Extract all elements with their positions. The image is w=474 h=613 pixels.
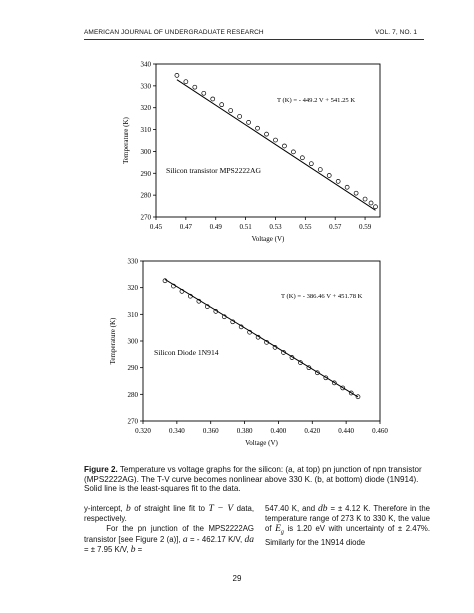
y-tick-label: 280 (127, 390, 138, 399)
y-tick-label: 270 (140, 213, 151, 222)
text-run: = ± 4.12 K. Therefore in the temperature range of 273 K to 330 K, the value of (265, 504, 430, 534)
data-point (193, 85, 197, 89)
caption-text: Temperature vs voltage graphs for the silicon: (a, at top) pn junction of npn transistor (MPS2222AG). The T-V curve becomes nonlinear above 330 K. (b, at bottom) diode (1N914). Solid line is the least-squares fit to the data. (84, 465, 422, 494)
x-tick-label: 0.400 (270, 427, 287, 435)
y-tick-label: 320 (140, 104, 151, 113)
paragraph-left (84, 504, 254, 555)
text-run: = (135, 544, 143, 554)
paragraph-right (265, 504, 430, 548)
data-point (247, 120, 251, 124)
x-tick-label: 0.51 (239, 223, 252, 231)
data-point (369, 201, 373, 205)
y-tick-label: 340 (140, 60, 151, 69)
caption-label: Figure 2. (84, 465, 118, 474)
figure-caption (84, 465, 429, 494)
journal-header: AMERICAN JOURNAL OF UNDERGRADUATE RESEARCH (84, 29, 264, 36)
math-da: da (244, 534, 254, 545)
math-eg-subscript: g (280, 529, 284, 536)
y-tick-label: 290 (127, 364, 138, 373)
x-tick-label: 0.420 (304, 427, 321, 435)
chart-annotation: T (K) = - 386.46 V + 451.78 K (281, 293, 363, 300)
y-tick-label: 290 (140, 169, 151, 178)
math-eg: E (275, 524, 281, 535)
y-axis-label: Temperature (K) (122, 117, 130, 164)
data-point (238, 114, 242, 118)
data-point (291, 150, 295, 154)
data-point (363, 197, 367, 201)
data-point (220, 103, 224, 107)
text-run: is 1.20 eV with uncertainty of ± 2.47%. Similarly for the 1N914 diode (265, 524, 430, 548)
body-column-left (84, 504, 254, 555)
volume-header: VOL. 7, NO. 1 (375, 29, 418, 36)
plot-frame (156, 64, 380, 217)
x-tick-label: 0.57 (329, 223, 342, 231)
data-point (211, 97, 215, 101)
y-tick-label: 330 (140, 82, 151, 91)
data-point (300, 156, 304, 160)
data-point (354, 191, 358, 195)
math-a: a (182, 534, 188, 545)
data-point (309, 162, 313, 166)
math-db: db (318, 504, 328, 514)
x-tick-label: 0.49 (209, 223, 222, 231)
data-point (318, 168, 322, 172)
y-tick-label: 270 (127, 417, 138, 426)
y-tick-label: 310 (127, 310, 138, 319)
data-point (265, 132, 269, 136)
data-point (184, 80, 188, 84)
body-column-right (265, 504, 430, 548)
text-run: = ± 7.95 K/V, (84, 544, 131, 554)
y-axis-label: Temperature (K) (109, 317, 117, 365)
data-point (175, 73, 179, 77)
chart-annotation: T (K) = - 449.2 V + 541.25 K (277, 97, 356, 104)
y-tick-label: 280 (140, 191, 151, 200)
y-tick-label: 300 (127, 337, 138, 346)
data-point (374, 205, 378, 209)
math-b: b (130, 544, 136, 555)
x-tick-label: 0.440 (338, 427, 355, 435)
text-run: data, respectively. (84, 504, 255, 524)
x-tick-label: 0.53 (269, 223, 282, 231)
chart-annotation: Silicon transistor MPS2222AG (166, 166, 261, 175)
x-axis-label: Voltage (V) (251, 235, 285, 243)
x-tick-label: 0.320 (135, 427, 151, 435)
x-tick-label: 0.45 (149, 223, 163, 231)
text-run: = - 462.17 K/V, (187, 534, 245, 544)
y-tick-label: 330 (127, 257, 138, 266)
x-tick-label: 0.55 (299, 223, 312, 231)
math-b: b (126, 504, 131, 514)
text-run: For the pn junction of the MPS2222AG transistor [see Figure 2 (a)], (84, 524, 254, 544)
data-point (336, 179, 340, 183)
math-t-minus-v: T − V (208, 504, 234, 514)
data-point (327, 173, 331, 177)
text-run: y-intercept, (84, 504, 127, 513)
data-point (273, 138, 277, 142)
x-tick-label: 0.47 (179, 223, 192, 231)
text-run: 547.40 K, and (265, 504, 319, 513)
page-number: 29 (232, 574, 242, 583)
y-tick-label: 320 (127, 284, 138, 293)
data-point (282, 144, 286, 148)
x-tick-label: 0.360 (202, 427, 219, 435)
x-tick-label: 0.460 (372, 427, 388, 435)
data-point (229, 109, 233, 113)
data-point (202, 91, 206, 95)
x-tick-label: 0.59 (358, 223, 372, 231)
x-tick-label: 0.340 (168, 427, 185, 435)
data-point (345, 185, 349, 189)
plot-frame (143, 261, 380, 421)
x-axis-label: Voltage (V) (245, 439, 278, 447)
y-tick-label: 310 (140, 126, 151, 135)
x-tick-label: 0.380 (236, 427, 253, 435)
data-point (256, 126, 260, 130)
text-run: of straight line fit to (130, 504, 209, 513)
y-tick-label: 300 (140, 147, 151, 156)
chart-annotation: Silicon Diode 1N914 (154, 348, 219, 357)
